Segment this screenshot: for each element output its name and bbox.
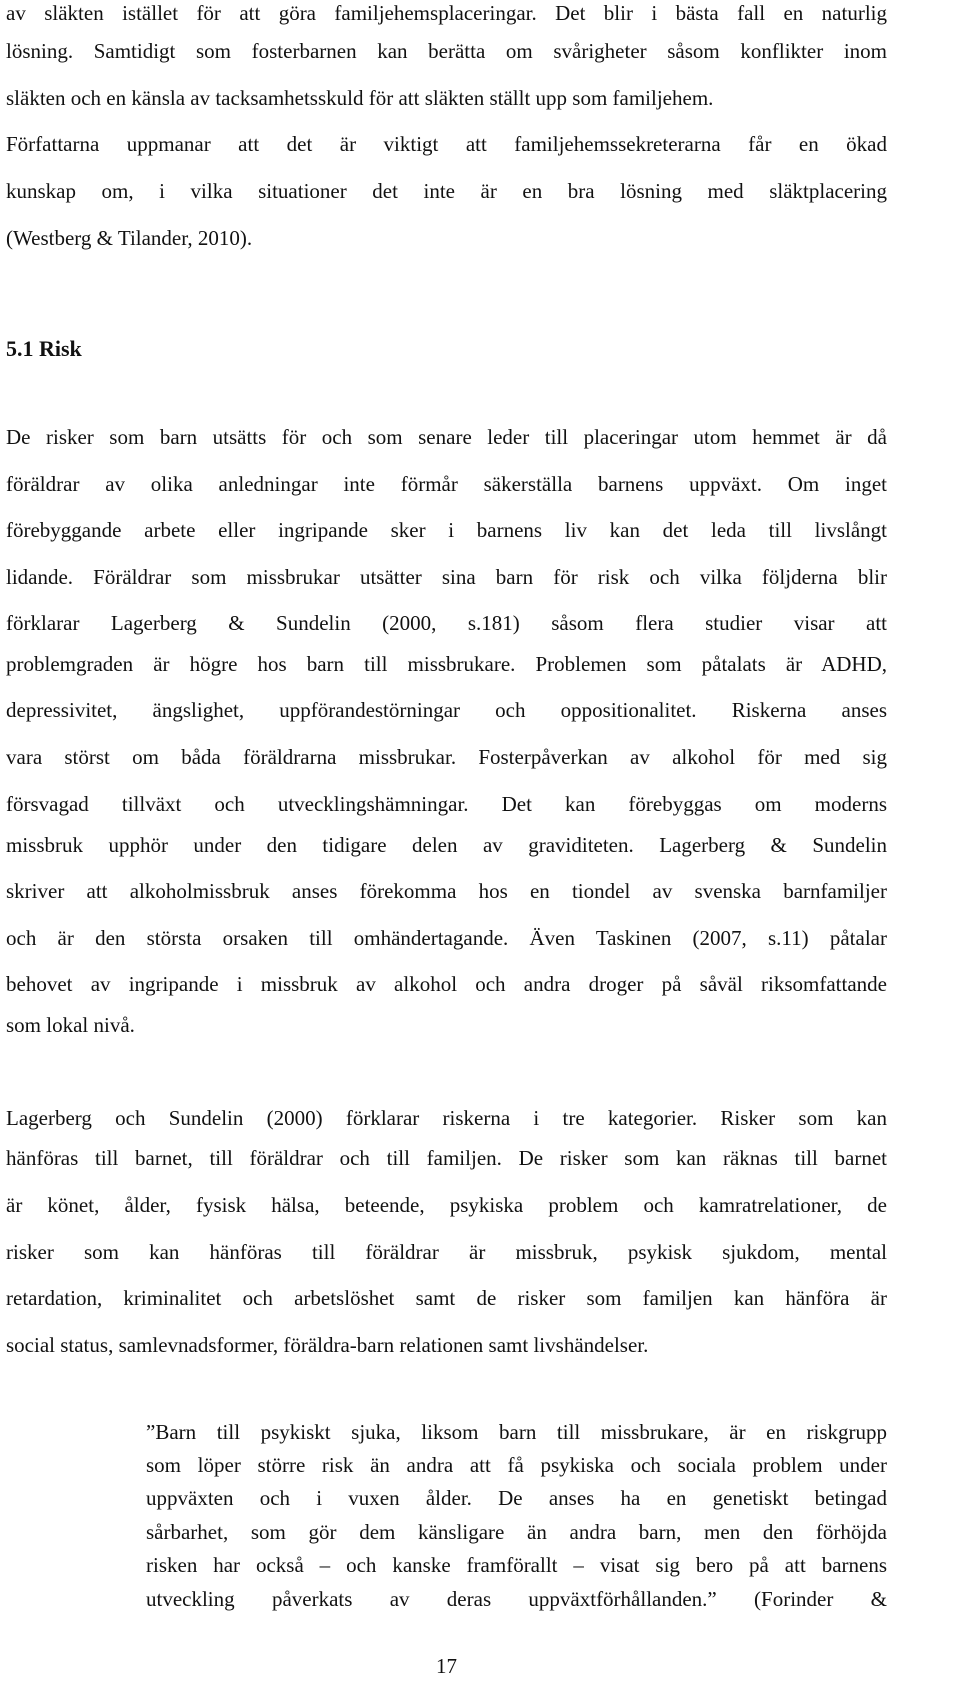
text-line: vara störst om båda föräldrarna missbrukar. Fosterpåverkan av alkohol för med sig (6, 745, 887, 769)
text-line: försvagad tillväxt och utvecklingshämningar. Det kan förebyggas om moderns (6, 792, 887, 816)
text-line: som lokal nivå. (6, 1013, 135, 1037)
text-line: föräldrar av olika anledningar inte förmår säkerställa barnens uppväxt. Om inget (6, 472, 887, 496)
text-line: retardation, kriminalitet och arbetslöshet samt de risker som familjen kan hänföra är (6, 1286, 887, 1310)
text-line: kunskap om, i vilka situationer det inte är en bra lösning med släktplacering (6, 179, 887, 203)
text-line: förklarar Lagerberg & Sundelin (2000, s.181) såsom flera studier visar att (6, 611, 887, 635)
text-line: De risker som barn utsätts för och som senare leder till placeringar utom hemmet är då (6, 425, 887, 449)
quote-line: uppväxten och i vuxen ålder. De anses ha en genetiskt betingad (146, 1486, 887, 1510)
quote-line: risken har också – och kanske framförallt – visat sig bero på att barnens (146, 1553, 887, 1577)
text-line: släkten och en känsla av tacksamhetsskuld för att släkten ställt upp som familjehem. (6, 86, 714, 110)
text-line: lösning. Samtidigt som fosterbarnen kan berätta om svårigheter såsom konflikter inom (6, 39, 887, 63)
quote-line: ”Barn till psykiskt sjuka, liksom barn till missbrukare, är en riskgrupp (146, 1420, 887, 1444)
text-line: social status, samlevnadsformer, föräldra-barn relationen samt livshändelser. (6, 1333, 649, 1357)
text-line: risker som kan hänföras till föräldrar är missbruk, psykisk sjukdom, mental (6, 1240, 887, 1264)
text-line: av släkten istället för att göra familjehemsplaceringar. Det blir i bästa fall en naturlig (6, 1, 887, 25)
text-line: depressivitet, ängslighet, uppförandestörningar och oppositionalitet. Riskerna anses (6, 698, 887, 722)
quote-line: sårbarhet, som gör dem känsligare än andra barn, men den förhöjda (146, 1520, 887, 1544)
text-line: (Westberg & Tilander, 2010). (6, 226, 253, 250)
text-line: missbruk upphör under den tidigare delen av graviditeten. Lagerberg & Sundelin (6, 833, 887, 857)
text-line: är könet, ålder, fysisk hälsa, beteende, psykiska problem och kamratrelationer, de (6, 1193, 887, 1217)
text-line: problemgraden är högre hos barn till missbrukare. Problemen som påtalats är ADHD, (6, 652, 887, 676)
text-line: Författarna uppmanar att det är viktigt att familjehemssekreterarna får en ökad (6, 132, 887, 156)
text-line: behovet av ingripande i missbruk av alkohol och andra droger på såväl riksomfattande (6, 972, 887, 996)
quote-line: utveckling påverkats av deras uppväxtförhållanden.” (Forinder & (146, 1587, 887, 1611)
text-line: förebyggande arbete eller ingripande sker i barnens liv kan det leda till livslångt (6, 518, 887, 542)
text-line: skriver att alkoholmissbruk anses förekomma hos en tiondel av svenska barnfamiljer (6, 879, 887, 903)
text-line: lidande. Föräldrar som missbrukar utsätter sina barn för risk och vilka följderna blir (6, 565, 887, 589)
quote-line: som löper större risk än andra att få psykiska och sociala problem under (146, 1453, 887, 1477)
text-line: och är den största orsaken till omhändertagande. Även Taskinen (2007, s.11) påtalar (6, 926, 887, 950)
text-line: hänföras till barnet, till föräldrar och till familjen. De risker som kan räknas till barnet (6, 1146, 887, 1170)
section-heading: 5.1 Risk (6, 336, 82, 361)
page-number: 17 (436, 1654, 457, 1678)
text-line: Lagerberg och Sundelin (2000) förklarar riskerna i tre kategorier. Risker som kan (6, 1106, 887, 1130)
